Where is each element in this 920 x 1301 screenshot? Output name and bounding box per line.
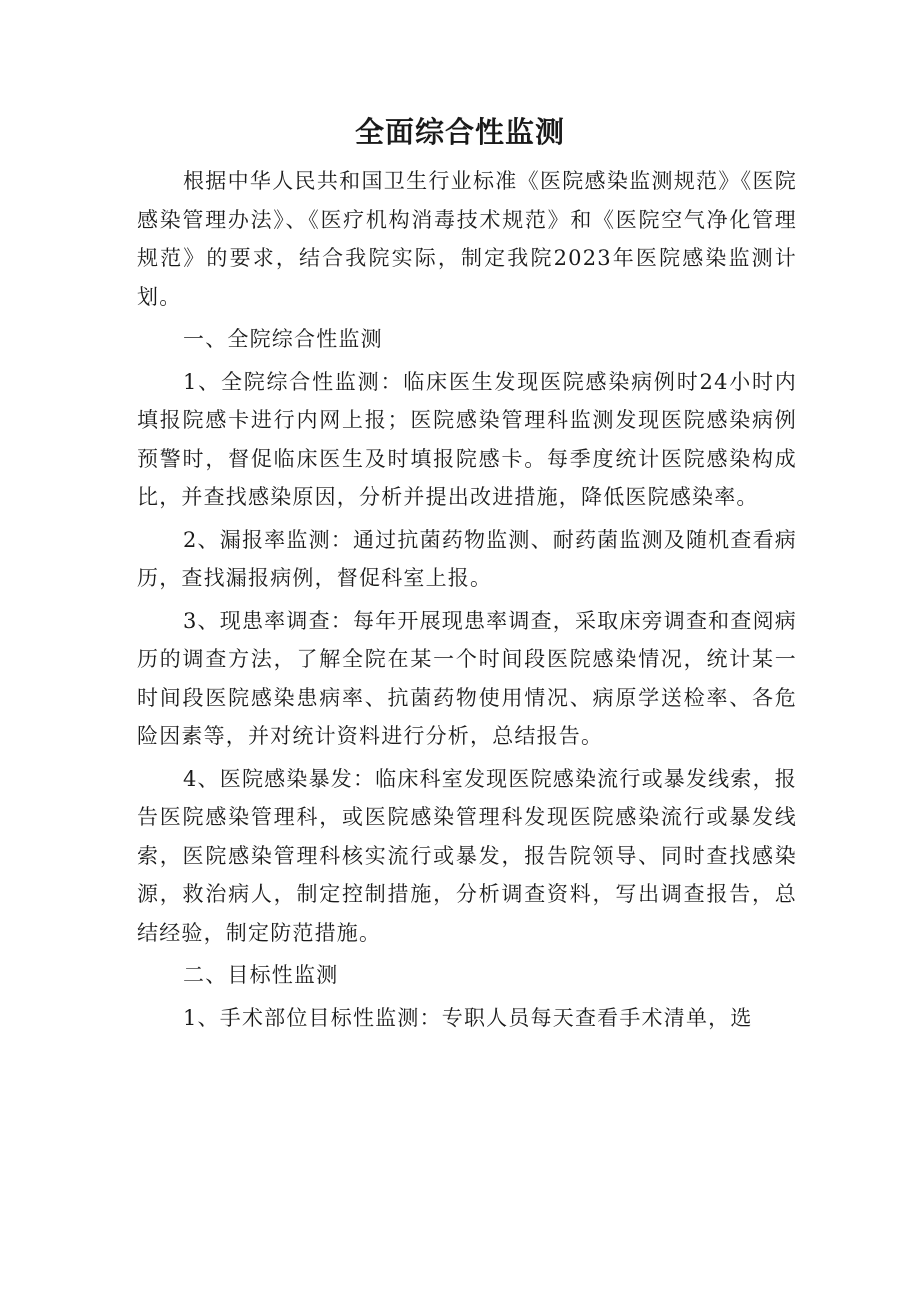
- document-body: [137, 162, 797, 1037]
- section1-item-1: 1、全院综合性监测：临床医生发现医院感染病例时24小时内填报院感卡进行内网上报；医院感染管理科监测发现医院感染病例预警时，督促临床医生及时填报院感卡。每季度统计医院感染构成比，并查找感染原因，分析并提出改进措施，降低医院感染率。: [137, 369, 797, 509]
- section-heading-1: 一、全院综合性监测: [183, 327, 383, 351]
- section1-item-3: 3、现患率调查：每年开展现患率调查，采取床旁调查和查阅病历的调查方法，了解全院在某一个时间段医院感染情况，统计某一时间段医院感染患病率、抗菌药物使用情况、病原学送检率、各危险因素等，并对统计资料进行分析，总结报告。: [137, 608, 797, 748]
- section1-item-4: 4、医院感染暴发：临床科室发现医院感染流行或暴发线索，报告医院感染管理科，或医院感染管理科发现医院感染流行或暴发线索，医院感染管理科核实流行或暴发，报告院领导、同时查找感染源，救治病人，制定控制措施，分析调查资料，写出调查报告，总结经验，制定防范措施。: [137, 766, 797, 945]
- section2-item-1: 1、手术部位目标性监测：专职人员每天查看手术清单，选: [183, 1005, 753, 1030]
- section-heading-2: 二、目标性监测: [183, 963, 339, 987]
- intro-paragraph: 根据中华人民共和国卫生行业标准《医院感染监测规范》《医院感染管理办法》、《医疗机构消毒技术规范》和《医院空气净化管理规范》的要求，结合我院实际，制定我院2023年医院感染监测计划。: [137, 169, 797, 309]
- section1-item-2: 2、漏报率监测：通过抗菌药物监测、耐药菌监测及随机查看病历，查找漏报病例，督促科室上报。: [137, 527, 797, 590]
- document-title: 全面综合性监测: [354, 115, 565, 149]
